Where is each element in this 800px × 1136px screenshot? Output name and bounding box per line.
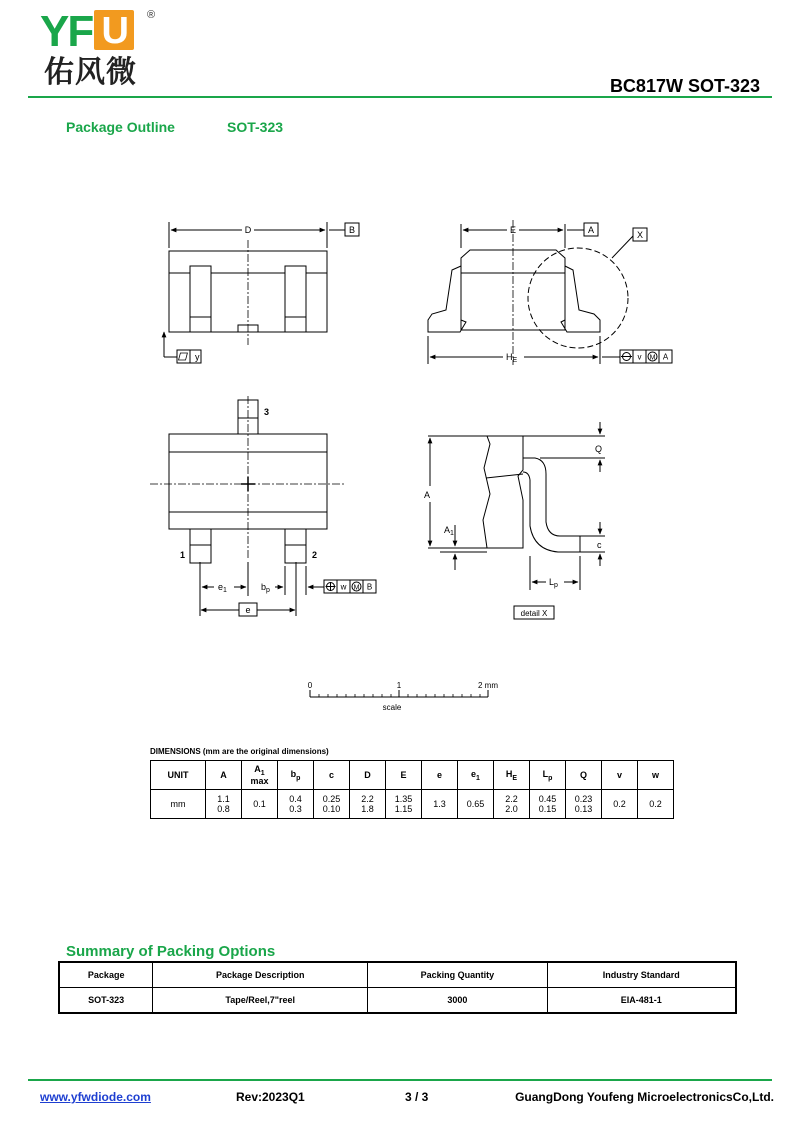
dim-cell: 0.2 (602, 790, 638, 819)
label-M: M (649, 354, 656, 362)
dim-header: w (638, 761, 674, 790)
dimensions-table (150, 760, 674, 819)
dim-header: $A_1$ max (242, 761, 278, 790)
footer-website-link[interactable]: www.yfwdiode.com (40, 1090, 151, 1104)
document-title: BC817W SOT-323 (609, 76, 760, 96)
section-title-package-outline: Package Outline (66, 119, 175, 135)
packing-options-title: Summary of Packing Options (66, 943, 276, 960)
dim-header: $e_1$ (458, 761, 494, 790)
label-A1: $A_1$ (444, 525, 454, 537)
dim-header: $L_p$ (530, 761, 566, 790)
dim-cell: 0.2 (638, 790, 674, 819)
dim-cell: 0.23 0.13 (566, 790, 602, 819)
dim-header: E (386, 761, 422, 790)
packing-header-row (59, 962, 736, 988)
pin-3-label: 3 (264, 407, 270, 417)
pin-1-label: 1 (180, 550, 186, 560)
packing-header: Package Description (153, 962, 368, 988)
dim-header: c (314, 761, 350, 790)
scale-tick-0: 0 (307, 681, 313, 690)
packing-header: Packing Quantity (368, 962, 548, 988)
dim-header: $b_p$ (278, 761, 314, 790)
label-M-2: M (353, 584, 360, 592)
dimensions-header-row (151, 761, 674, 790)
dim-cell: 0.45 0.15 (530, 790, 566, 819)
dim-header: D (350, 761, 386, 790)
dim-cell: 1.35 1.15 (386, 790, 422, 819)
dim-cell: 2.2 2.0 (494, 790, 530, 819)
dim-header: A (206, 761, 242, 790)
label-v: v (637, 352, 642, 362)
dim-unit: mm (151, 790, 206, 819)
footer-revision: Rev:2023Q1 (236, 1090, 305, 1104)
label-Lp: $L_p$ (549, 577, 558, 589)
label-c: c (597, 540, 602, 550)
dim-cell: 0.25 0.10 (314, 790, 350, 819)
label-e1: $e_1$ (218, 582, 227, 594)
datum-A: A (587, 225, 595, 235)
label-D: D (244, 225, 252, 235)
label-X: X (636, 230, 644, 240)
dim-cell: 0.1 (242, 790, 278, 819)
packing-options-table (58, 961, 737, 1014)
packing-cell: 3000 (368, 988, 548, 1014)
section-title-package: SOT-323 (227, 119, 284, 135)
footer-page-number: 3 / 3 (405, 1090, 429, 1104)
packing-cell: Tape/Reel,7"reel (153, 988, 368, 1014)
label-w: w (340, 582, 347, 592)
dim-cell: 2.2 1.8 (350, 790, 386, 819)
packing-cell: SOT-323 (59, 988, 153, 1014)
top-view (164, 222, 359, 363)
label-bp: $b_p$ (261, 582, 270, 594)
dim-cell: 0.65 (458, 790, 494, 819)
logo-registered-mark: ® (147, 9, 156, 21)
dim-header: e (422, 761, 458, 790)
logo-u-block: U (94, 10, 134, 50)
datum-B: B (348, 225, 356, 235)
dimensions-caption: DIMENSIONS (mm are the original dimensions) (150, 747, 329, 756)
packing-header: Industry Standard (547, 962, 736, 988)
dim-header: Q (566, 761, 602, 790)
scale-bar (310, 690, 488, 697)
dim-header-unit: UNIT (151, 761, 206, 790)
dim-cell: 1.1 0.8 (206, 790, 242, 819)
logo-letters: YF (40, 7, 93, 56)
footer-rule (28, 1079, 772, 1081)
label-HE: $H_E$ (506, 352, 518, 364)
packing-row (59, 988, 736, 1014)
scale-tick-1: 1 (396, 681, 402, 690)
logo-chinese-name: 佑风微 (44, 55, 137, 90)
dim-header: $H_E$ (494, 761, 530, 790)
label-E: E (509, 225, 517, 235)
label-Q: Q (595, 444, 603, 454)
label-A: A (424, 490, 431, 500)
pin-2-label: 2 (312, 550, 318, 560)
label-y: y (195, 352, 200, 362)
dimensions-value-row (151, 790, 674, 819)
scale-tick-2: 2 mm (478, 681, 498, 690)
footer-company: GuangDong Youfeng MicroelectronicsCo,Ltd. (515, 1090, 774, 1104)
label-B-tol: B (366, 582, 373, 592)
dim-header: v (602, 761, 638, 790)
scale-label: scale (382, 703, 402, 712)
packing-cell: EIA-481-1 (547, 988, 736, 1014)
label-e: e (245, 605, 251, 615)
dim-cell: 1.3 (422, 790, 458, 819)
label-A-tol: A (662, 352, 669, 362)
dim-cell: 0.4 0.3 (278, 790, 314, 819)
detail-x-view (428, 422, 605, 619)
packing-header: Package (59, 962, 153, 988)
side-view (428, 220, 672, 365)
label-detail-x: detail X (520, 609, 548, 618)
